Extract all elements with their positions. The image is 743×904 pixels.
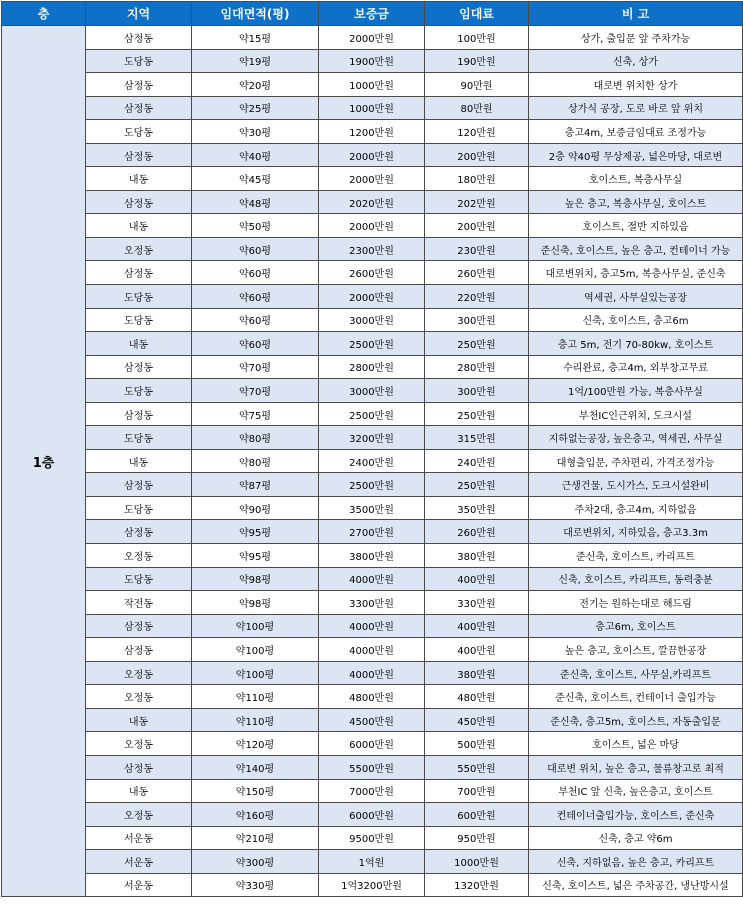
- rent-cell: 300만원: [425, 379, 529, 403]
- table-row: [2, 120, 743, 144]
- area-cell: 약100평: [192, 614, 319, 638]
- area-cell: 약60평: [192, 308, 319, 332]
- deposit-cell: 4000만원: [319, 661, 425, 685]
- region-cell: 도당동: [86, 426, 192, 450]
- region-cell: 삼정동: [86, 73, 192, 97]
- note-cell: 역세권, 사무실있는공장: [529, 285, 743, 309]
- region-cell: 내동: [86, 449, 192, 473]
- note-cell: 부천IC 앞 신축, 높은층고, 호이스트: [529, 779, 743, 803]
- rent-cell: 100만원: [425, 26, 529, 50]
- deposit-cell: 6000만원: [319, 732, 425, 756]
- rent-cell: 120만원: [425, 120, 529, 144]
- table-row: [2, 873, 743, 897]
- area-cell: 약95평: [192, 544, 319, 568]
- table-row: [2, 732, 743, 756]
- floor-cell: 1층: [2, 26, 86, 897]
- note-cell: 부천IC인근위치, 도크시설: [529, 402, 743, 426]
- note-cell: 수리완료, 층고4m, 외부창고무료: [529, 355, 743, 379]
- rent-cell: 240만원: [425, 449, 529, 473]
- area-cell: 약98평: [192, 591, 319, 615]
- rent-cell: 400만원: [425, 567, 529, 591]
- deposit-cell: 1000만원: [319, 96, 425, 120]
- region-cell: 오정동: [86, 237, 192, 261]
- rent-cell: 90만원: [425, 73, 529, 97]
- rent-cell: 260만원: [425, 261, 529, 285]
- deposit-cell: 2500만원: [319, 473, 425, 497]
- rent-cell: 250만원: [425, 332, 529, 356]
- deposit-cell: 4000만원: [319, 614, 425, 638]
- rent-cell: 400만원: [425, 638, 529, 662]
- area-cell: 약60평: [192, 237, 319, 261]
- note-cell: 컨테이너출입가능, 호이스트, 준신축: [529, 803, 743, 827]
- deposit-cell: 2300만원: [319, 237, 425, 261]
- area-cell: 약70평: [192, 379, 319, 403]
- rent-cell: 1320만원: [425, 873, 529, 897]
- region-cell: 삼정동: [86, 190, 192, 214]
- area-cell: 약100평: [192, 638, 319, 662]
- note-cell: 준신축, 호이스트, 높은 층고, 컨테이너 가능: [529, 237, 743, 261]
- deposit-cell: 1900만원: [319, 49, 425, 73]
- rent-cell: 220만원: [425, 285, 529, 309]
- note-cell: 근생건물, 도시가스, 도크시설완비: [529, 473, 743, 497]
- rent-cell: 202만원: [425, 190, 529, 214]
- region-cell: 삼정동: [86, 402, 192, 426]
- area-cell: 약70평: [192, 355, 319, 379]
- area-cell: 약140평: [192, 755, 319, 779]
- deposit-cell: 4800만원: [319, 685, 425, 709]
- note-cell: 높은 층고, 호이스트, 깔끔한공장: [529, 638, 743, 662]
- note-cell: 호이스트, 넓은 마당: [529, 732, 743, 756]
- note-cell: 상가, 출입문 앞 주차가능: [529, 26, 743, 50]
- note-cell: 대로변 위치한 상가: [529, 73, 743, 97]
- note-cell: 주차2대, 층고4m, 지하없음: [529, 496, 743, 520]
- region-cell: 오정동: [86, 544, 192, 568]
- area-cell: 약110평: [192, 708, 319, 732]
- table-row: [2, 143, 743, 167]
- region-cell: 삼정동: [86, 755, 192, 779]
- deposit-cell: 2000만원: [319, 26, 425, 50]
- region-cell: 삼정동: [86, 638, 192, 662]
- note-cell: 호이스트, 절반 지하있음: [529, 214, 743, 238]
- region-cell: 도당동: [86, 49, 192, 73]
- note-cell: 층고4m, 보증금임대료 조정가능: [529, 120, 743, 144]
- note-cell: 대형출입문, 주차편리, 가격조정가능: [529, 449, 743, 473]
- deposit-cell: 2000만원: [319, 167, 425, 191]
- region-cell: 오정동: [86, 685, 192, 709]
- region-cell: 내동: [86, 167, 192, 191]
- header-area: 임대면적(평): [192, 2, 319, 26]
- deposit-cell: 2500만원: [319, 332, 425, 356]
- table-row: [2, 355, 743, 379]
- rent-cell: 480만원: [425, 685, 529, 709]
- rent-cell: 330만원: [425, 591, 529, 615]
- area-cell: 약160평: [192, 803, 319, 827]
- header-deposit: 보증금: [319, 2, 425, 26]
- table-row: [2, 685, 743, 709]
- deposit-cell: 9500만원: [319, 826, 425, 850]
- table-row: [2, 190, 743, 214]
- rent-cell: 950만원: [425, 826, 529, 850]
- region-cell: 삼정동: [86, 143, 192, 167]
- deposit-cell: 4000만원: [319, 567, 425, 591]
- area-cell: 약60평: [192, 285, 319, 309]
- region-cell: 오정동: [86, 803, 192, 827]
- region-cell: 서운동: [86, 873, 192, 897]
- rent-cell: 300만원: [425, 308, 529, 332]
- area-cell: 약120평: [192, 732, 319, 756]
- note-cell: 2층 약40평 무상제공, 넓은마당, 대로변: [529, 143, 743, 167]
- deposit-cell: 6000만원: [319, 803, 425, 827]
- region-cell: 삼정동: [86, 614, 192, 638]
- rent-cell: 380만원: [425, 661, 529, 685]
- region-cell: 삼정동: [86, 520, 192, 544]
- table-row: [2, 237, 743, 261]
- table-body: [2, 26, 743, 897]
- region-cell: 삼정동: [86, 261, 192, 285]
- region-cell: 내동: [86, 779, 192, 803]
- deposit-cell: 1억3200만원: [319, 873, 425, 897]
- note-cell: 신축, 호이스트, 층고6m: [529, 308, 743, 332]
- table-row: [2, 214, 743, 238]
- note-cell: 신축, 호이스트, 카리프트, 동력충분: [529, 567, 743, 591]
- deposit-cell: 3300만원: [319, 591, 425, 615]
- deposit-cell: 3800만원: [319, 544, 425, 568]
- region-cell: 내동: [86, 214, 192, 238]
- table-row: [2, 544, 743, 568]
- rent-cell: 500만원: [425, 732, 529, 756]
- table-row: [2, 708, 743, 732]
- area-cell: 약20평: [192, 73, 319, 97]
- region-cell: 오정동: [86, 732, 192, 756]
- area-cell: 약40평: [192, 143, 319, 167]
- rent-cell: 380만원: [425, 544, 529, 568]
- area-cell: 약90평: [192, 496, 319, 520]
- note-cell: 대로변 위치, 높은 층고, 물류창고로 최적: [529, 755, 743, 779]
- region-cell: 내동: [86, 332, 192, 356]
- rent-cell: 80만원: [425, 96, 529, 120]
- region-cell: 도당동: [86, 285, 192, 309]
- rent-cell: 450만원: [425, 708, 529, 732]
- table-row: [2, 520, 743, 544]
- rent-cell: 260만원: [425, 520, 529, 544]
- header-region: 지역: [86, 2, 192, 26]
- note-cell: 상가식 공장, 도로 바로 앞 위치: [529, 96, 743, 120]
- note-cell: 신축, 층고 약6m: [529, 826, 743, 850]
- area-cell: 약100평: [192, 661, 319, 685]
- rent-cell: 200만원: [425, 214, 529, 238]
- deposit-cell: 2800만원: [319, 355, 425, 379]
- rent-cell: 230만원: [425, 237, 529, 261]
- region-cell: 삼정동: [86, 96, 192, 120]
- rent-cell: 600만원: [425, 803, 529, 827]
- area-cell: 약50평: [192, 214, 319, 238]
- note-cell: 1억/100만원 가능, 복층사무실: [529, 379, 743, 403]
- deposit-cell: 2500만원: [319, 402, 425, 426]
- table-row: [2, 591, 743, 615]
- table-row: [2, 473, 743, 497]
- table-row: [2, 285, 743, 309]
- table-row: [2, 73, 743, 97]
- area-cell: 약150평: [192, 779, 319, 803]
- region-cell: 도당동: [86, 308, 192, 332]
- deposit-cell: 2600만원: [319, 261, 425, 285]
- note-cell: 층고 5m, 전기 70-80kw, 호이스트: [529, 332, 743, 356]
- note-cell: 신축, 호이스트, 넓은 주차공간, 냉난방시설: [529, 873, 743, 897]
- region-cell: 도당동: [86, 379, 192, 403]
- deposit-cell: 4500만원: [319, 708, 425, 732]
- deposit-cell: 4000만원: [319, 638, 425, 662]
- deposit-cell: 1200만원: [319, 120, 425, 144]
- area-cell: 약98평: [192, 567, 319, 591]
- table-row: [2, 26, 743, 50]
- header-rent: 임대료: [425, 2, 529, 26]
- table-row: [2, 496, 743, 520]
- table-row: [2, 567, 743, 591]
- rent-cell: 280만원: [425, 355, 529, 379]
- note-cell: 높은 층고, 복층사무실, 호이스트: [529, 190, 743, 214]
- rent-cell: 700만원: [425, 779, 529, 803]
- region-cell: 작전동: [86, 591, 192, 615]
- table-row: [2, 638, 743, 662]
- region-cell: 서운동: [86, 826, 192, 850]
- table-row: [2, 261, 743, 285]
- rent-cell: 250만원: [425, 402, 529, 426]
- deposit-cell: 3000만원: [319, 379, 425, 403]
- area-cell: 약25평: [192, 96, 319, 120]
- area-cell: 약15평: [192, 26, 319, 50]
- rent-cell: 1000만원: [425, 850, 529, 874]
- area-cell: 약80평: [192, 426, 319, 450]
- note-cell: 전기는 원하는대로 해드림: [529, 591, 743, 615]
- deposit-cell: 2000만원: [319, 285, 425, 309]
- region-cell: 서운동: [86, 850, 192, 874]
- deposit-cell: 1억원: [319, 850, 425, 874]
- table-row: [2, 308, 743, 332]
- note-cell: 신축, 상가: [529, 49, 743, 73]
- deposit-cell: 2020만원: [319, 190, 425, 214]
- region-cell: 도당동: [86, 496, 192, 520]
- table-row: [2, 755, 743, 779]
- table-row: [2, 826, 743, 850]
- deposit-cell: 3500만원: [319, 496, 425, 520]
- note-cell: 준신축, 층고5m, 호이스트, 자동출입문: [529, 708, 743, 732]
- table-row: [2, 426, 743, 450]
- deposit-cell: 2000만원: [319, 143, 425, 167]
- rent-cell: 180만원: [425, 167, 529, 191]
- rent-cell: 250만원: [425, 473, 529, 497]
- rent-cell: 200만원: [425, 143, 529, 167]
- area-cell: 약60평: [192, 332, 319, 356]
- table-row: [2, 49, 743, 73]
- rent-cell: 400만원: [425, 614, 529, 638]
- region-cell: 도당동: [86, 567, 192, 591]
- area-cell: 약80평: [192, 449, 319, 473]
- area-cell: 약210평: [192, 826, 319, 850]
- header-row: [2, 2, 743, 26]
- note-cell: 대로변위치, 층고5m, 복층사무실, 준신축: [529, 261, 743, 285]
- area-cell: 약300평: [192, 850, 319, 874]
- note-cell: 호이스트, 복층사무실: [529, 167, 743, 191]
- note-cell: 지하없는공장, 높은층고, 역세권, 사무실: [529, 426, 743, 450]
- area-cell: 약95평: [192, 520, 319, 544]
- table-row: [2, 850, 743, 874]
- table-row: [2, 449, 743, 473]
- area-cell: 약48평: [192, 190, 319, 214]
- region-cell: 내동: [86, 708, 192, 732]
- deposit-cell: 7000만원: [319, 779, 425, 803]
- area-cell: 약60평: [192, 261, 319, 285]
- deposit-cell: 2400만원: [319, 449, 425, 473]
- header-note: 비 고: [529, 2, 743, 26]
- table-row: [2, 167, 743, 191]
- deposit-cell: 3200만원: [319, 426, 425, 450]
- area-cell: 약75평: [192, 402, 319, 426]
- rent-cell: 190만원: [425, 49, 529, 73]
- region-cell: 오정동: [86, 661, 192, 685]
- table-row: [2, 332, 743, 356]
- header-floor: 층: [2, 2, 86, 26]
- note-cell: 준신축, 호이스트, 컨테이너 출입가능: [529, 685, 743, 709]
- table-row: [2, 379, 743, 403]
- table-row: [2, 614, 743, 638]
- note-cell: 준신축, 호이스트, 사무실,카리프트: [529, 661, 743, 685]
- region-cell: 삼정동: [86, 473, 192, 497]
- rental-listing-table: [1, 1, 743, 897]
- table-row: [2, 661, 743, 685]
- area-cell: 약330평: [192, 873, 319, 897]
- area-cell: 약19평: [192, 49, 319, 73]
- area-cell: 약45평: [192, 167, 319, 191]
- rent-cell: 315만원: [425, 426, 529, 450]
- deposit-cell: 3000만원: [319, 308, 425, 332]
- area-cell: 약30평: [192, 120, 319, 144]
- deposit-cell: 1000만원: [319, 73, 425, 97]
- table-row: [2, 803, 743, 827]
- region-cell: 도당동: [86, 120, 192, 144]
- deposit-cell: 2000만원: [319, 214, 425, 238]
- note-cell: 층고6m, 호이스트: [529, 614, 743, 638]
- deposit-cell: 5500만원: [319, 755, 425, 779]
- table-row: [2, 402, 743, 426]
- region-cell: 삼정동: [86, 26, 192, 50]
- rent-cell: 550만원: [425, 755, 529, 779]
- area-cell: 약87평: [192, 473, 319, 497]
- table-row: [2, 96, 743, 120]
- table-row: [2, 779, 743, 803]
- note-cell: 대로변위치, 지하있음, 층고3.3m: [529, 520, 743, 544]
- note-cell: 신축, 지하없음, 높은 층고, 카리프트: [529, 850, 743, 874]
- region-cell: 삼정동: [86, 355, 192, 379]
- rent-cell: 350만원: [425, 496, 529, 520]
- note-cell: 준신축, 호이스트, 카리프트: [529, 544, 743, 568]
- deposit-cell: 2700만원: [319, 520, 425, 544]
- area-cell: 약110평: [192, 685, 319, 709]
